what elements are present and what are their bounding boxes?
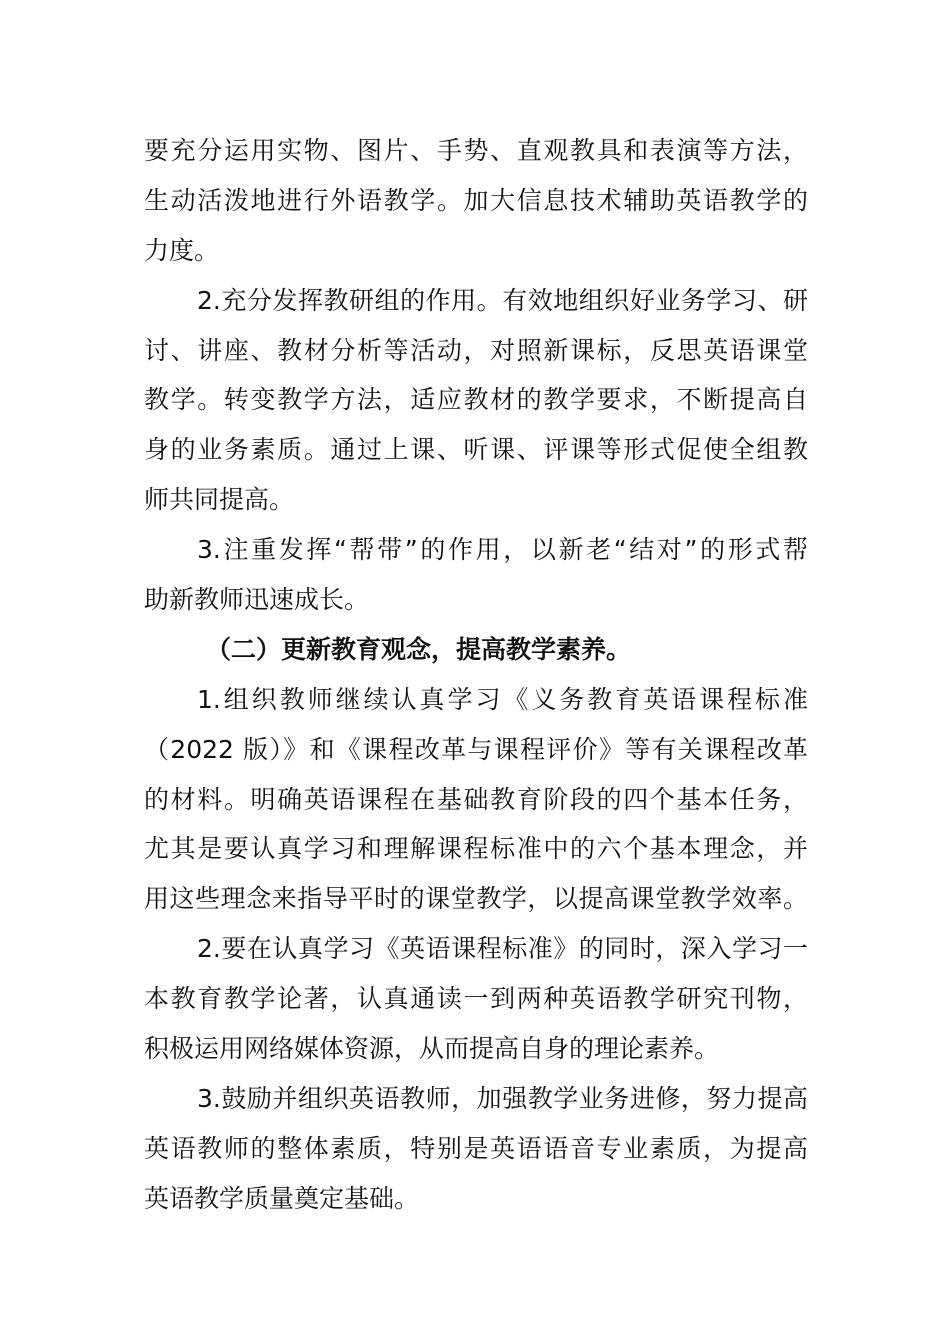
text-line: 3.鼓励并组织英语教师，加强教学业务进修，努力提高 [197, 1083, 808, 1113]
text-line: 3.注重发挥“帮带”的作用，以新老“结对”的形式帮 [197, 535, 808, 565]
text-line: 师共同提高。 [144, 485, 295, 515]
text-line: 本教育教学论著，认真通读一到两种英语教学研究刊物， [144, 984, 808, 1014]
text-line: 积极运用网络媒体资源，从而提高自身的理论素养。 [144, 1034, 720, 1064]
text-line: 的材料。明确英语课程在基础教育阶段的四个基本任务， [144, 784, 808, 814]
text-line: 力度。 [144, 235, 220, 265]
text-line: 生动活泼地进行外语教学。加大信息技术辅助英语教学的 [144, 185, 808, 215]
text-line: 1.组织教师继续认真学习《义务教育英语课程标准 [197, 684, 808, 714]
section-heading: （二）更新教育观念，提高教学素养。 [206, 634, 632, 664]
text-line: 2.充分发挥教研组的作用。有效地组织好业务学习、研 [197, 285, 808, 315]
text-line: 用这些理念来指导平时的课堂教学，以提高课堂教学效率。 [144, 884, 808, 914]
text-line: 英语教师的整体素质，特别是英语语音专业素质，为提高 [144, 1133, 808, 1163]
text-line: 2.要在认真学习《英语课程标准》的同时，深入学习一 [197, 934, 808, 964]
text-line: 英语教学质量奠定基础。 [144, 1183, 420, 1213]
text-line: 要充分运用实物、图片、手势、直观教具和表演等方法， [144, 136, 808, 165]
text-line: （2022 版）》和《课程改革与课程评价》等有关课程改革 [144, 734, 808, 764]
text-line: 身的业务素质。通过上课、听课、评课等形式促使全组教 [144, 435, 808, 465]
document-body [144, 126, 808, 1224]
text-line: 讨、讲座、教材分析等活动，对照新课标，反思英语课堂 [144, 335, 808, 365]
text-line: 尤其是要认真学习和理解课程标准中的六个基本理念，并 [144, 834, 808, 864]
text-line: 助新教师迅速成长。 [144, 585, 370, 615]
text-line: 教学。转变教学方法，适应教材的教学要求，不断提高自 [144, 385, 808, 415]
